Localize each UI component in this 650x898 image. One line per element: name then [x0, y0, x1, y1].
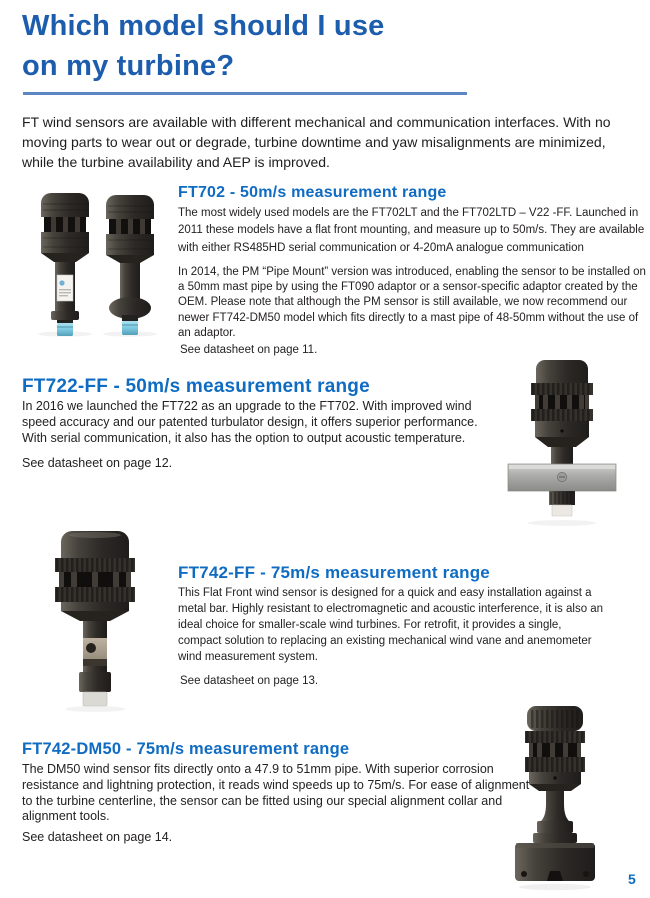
- ft722-body: In 2016 we launched the FT722 as an upgrade to the FT702. With improved wind speed accuracy and our patented turbulator design, it offers superior performance. With serial communication, it also has the option to output acoustic temperature.: [22, 399, 478, 445]
- ft742dm50-datasheet-note: See datasheet on page 14.: [22, 830, 173, 844]
- ft702-product-photo: [24, 191, 166, 337]
- ft702-sensors-illustration: [24, 191, 166, 337]
- ft742ff-sensor-illustration: [25, 528, 165, 713]
- ft742dm50-product-photo: [490, 700, 640, 892]
- ft722-datasheet-note: See datasheet on page 12.: [22, 456, 173, 470]
- ft742ff-body: This Flat Front wind sensor is designed for a quick and easy installation against a metal bar. Highly resistant to electromagnetic and acoustic interference, it is also an ideal choice for smaller-scale wind turbines. For retrofit, it provides a single, compact solution to replacing an existing mechanical wind vane and anemometer wind measurement system.: [178, 587, 604, 664]
- ft742dm50-body: The DM50 wind sensor fits directly onto a 47.9 to 51mm pipe. With superior corrosion resistance and lightning protection, it reads wind speeds up to 75m/s. For ease of alignment to the turbine centerline, the sensor can be fitted using our special alignment collar and alignment tools.: [22, 762, 530, 824]
- page-number: 5: [628, 871, 636, 887]
- ft702-datasheet-note: See datasheet on page 11.: [180, 344, 318, 356]
- page-title-line1: Which model should I use: [22, 10, 385, 42]
- ft722-product-photo: [492, 357, 642, 532]
- title-divider-line: [23, 92, 467, 95]
- ft742dm50-heading: FT742-DM50 - 75m/s measurement range: [22, 740, 350, 758]
- page-title: [22, 6, 502, 86]
- ft742ff-heading: FT742-FF - 75m/s measurement range: [178, 563, 490, 582]
- ft742ff-datasheet-note: See datasheet on page 13.: [180, 675, 319, 687]
- page-title-line2: on my turbine?: [22, 50, 235, 83]
- ft702-heading: FT702 - 50m/s measurement range: [178, 184, 447, 201]
- ft722-heading: FT722-FF - 50m/s measurement range: [22, 376, 370, 397]
- ft702-paragraph-1: The most widely used models are the FT702LT and the FT702LTD – V22 -FF. Launched in 2011 these models have a flat front mounting, and measure up to 50m/s. They are available with either RS485HD serial communication or 4-20mA analogue communication: [178, 207, 645, 254]
- ft742ff-product-photo: [25, 528, 165, 713]
- ft722-sensor-illustration: [492, 357, 642, 532]
- intro-paragraph: FT wind sensors are available with different mechanical and communication interfaces. With no moving parts to wear out or degrade, turbine downtime and yaw misalignments are minimized, while the turbine availability and AEP is improved.: [22, 114, 611, 171]
- ft742dm50-sensor-illustration: [490, 700, 640, 892]
- ft702-paragraph-2: In 2014, the PM “Pipe Mount” version was introduced, enabling the sensor to be installed on a 50mm mast pipe by using the FT090 adaptor or a sensor-specific adaptor created by the OEM. Please note that although the PM sensor is still available, we now recommend our newer FT742-DM50 model which fits directly to a mast pipe of 48-50mm without the use of an adaptor.: [178, 266, 646, 339]
